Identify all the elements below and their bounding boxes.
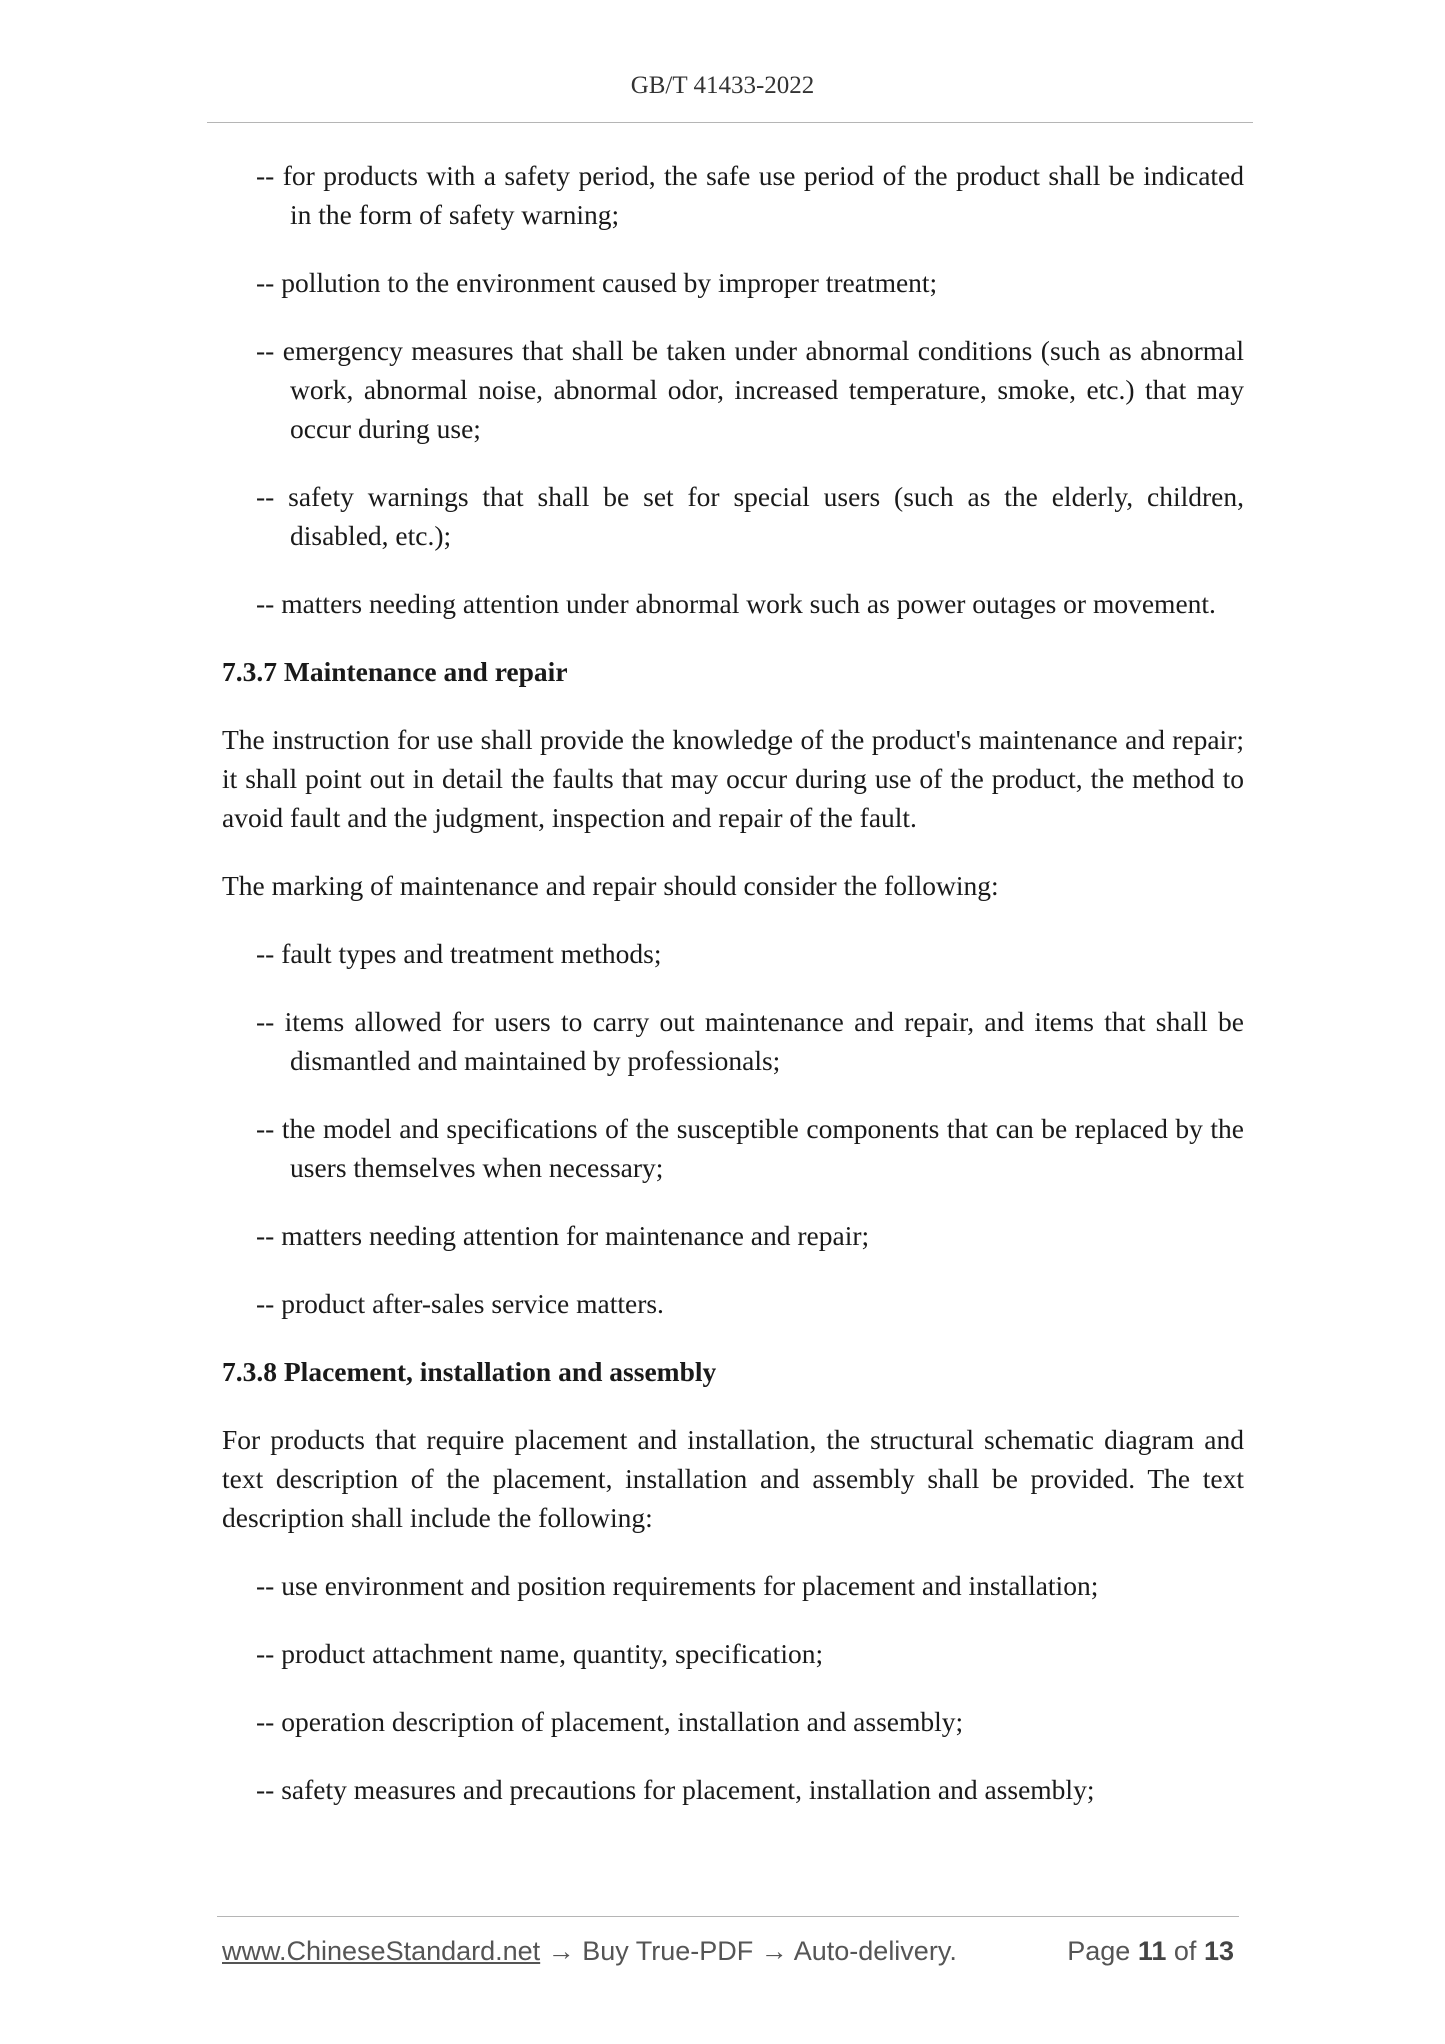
list-item: -- use environment and position requirements for placement and installation;	[256, 1570, 1099, 1601]
footer-divider	[217, 1916, 1239, 1917]
page-total: 13	[1203, 1936, 1234, 1966]
footer-promo	[222, 1936, 957, 1967]
list-item: -- operation description of placement, installation and assembly;	[256, 1706, 964, 1737]
page-current: 11	[1137, 1936, 1167, 1966]
section-heading-7-3-8: 7.3.8 Placement, installation and assembly	[222, 1356, 717, 1387]
header-divider	[207, 122, 1253, 123]
paragraph: The instruction for use shall provide the knowledge of the product's maintenance and repair; it shall point out in detail the faults that may occur during use of the product, the method to avoid fault and the judgment, inspection and repair of the fault.	[222, 724, 1244, 833]
page-header	[0, 72, 1445, 100]
list-item: -- matters needing attention for maintenance and repair;	[256, 1220, 870, 1251]
page-number	[1067, 1936, 1234, 1967]
list-item: -- product after-sales service matters.	[256, 1288, 664, 1319]
footer-tagline: → Buy True-PDF → Auto-delivery.	[540, 1936, 957, 1966]
list-item: -- safety measures and precautions for placement, installation and assembly;	[256, 1774, 1095, 1805]
page-content	[222, 156, 1244, 1838]
list-item: -- safety warnings that shall be set for special users (such as the elderly, children, disabled, etc.);	[256, 481, 1244, 551]
paragraph: For products that require placement and installation, the structural schematic diagram and text description of the placement, installation and assembly shall be provided. The text description shall include the following:	[222, 1424, 1244, 1533]
list-item: -- emergency measures that shall be taken under abnormal conditions (such as abnormal work, abnormal noise, abnormal odor, increased temperature, smoke, etc.) that may occur during use;	[256, 335, 1244, 444]
list-item: -- the model and specifications of the susceptible components that can be replaced by the users themselves when necessary;	[256, 1113, 1244, 1183]
section-heading-7-3-7: 7.3.7 Maintenance and repair	[222, 656, 568, 687]
paragraph: The marking of maintenance and repair should consider the following:	[222, 870, 999, 901]
list-item: -- matters needing attention under abnormal work such as power outages or movement.	[256, 588, 1216, 619]
list-item: -- fault types and treatment methods;	[256, 938, 662, 969]
page-label: Page	[1067, 1936, 1131, 1966]
list-item: -- pollution to the environment caused by improper treatment;	[256, 267, 938, 298]
list-item: -- product attachment name, quantity, specification;	[256, 1638, 824, 1669]
list-item: -- items allowed for users to carry out maintenance and repair, and items that shall be dismantled and maintained by professionals;	[256, 1006, 1244, 1076]
page-of: of	[1173, 1936, 1197, 1966]
document-id: GB/T 41433-2022	[630, 72, 815, 99]
list-item: -- for products with a safety period, the safe use period of the product shall be indicated in the form of safety warning;	[256, 160, 1244, 230]
website-link[interactable]: www.ChineseStandard.net	[222, 1936, 541, 1966]
